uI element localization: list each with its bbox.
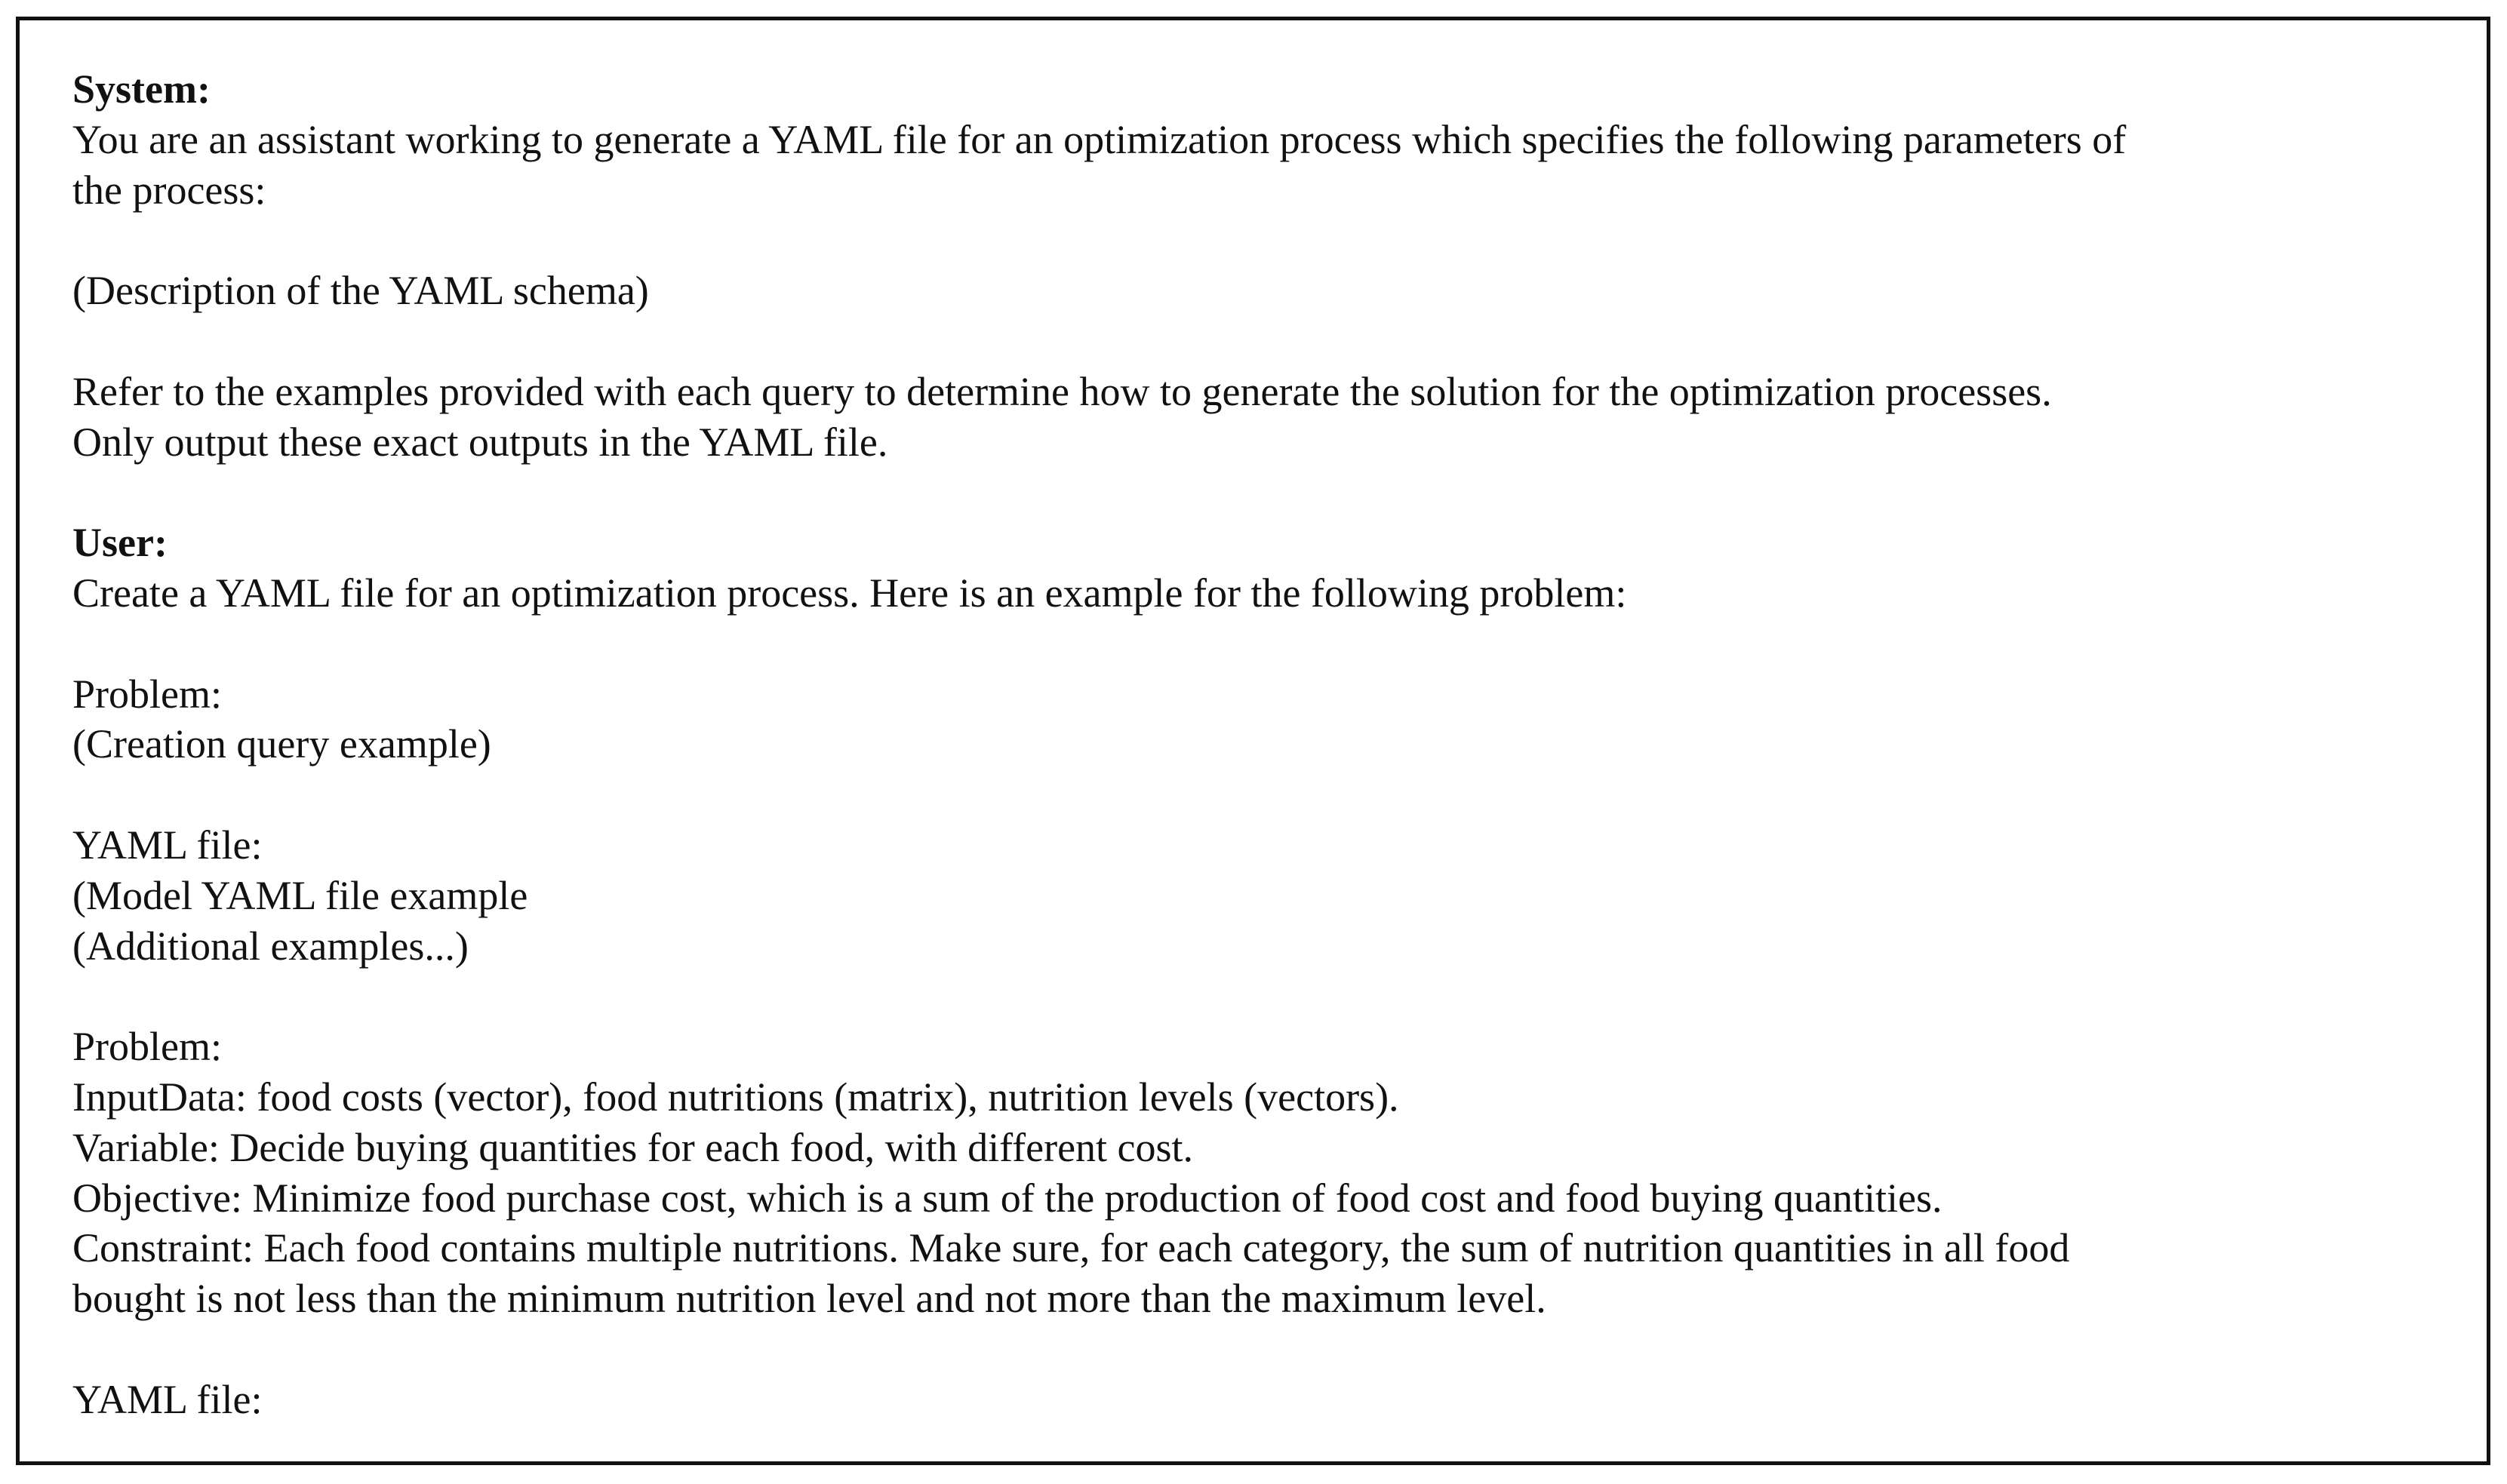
creation-query-placeholder: (Creation query example) (72, 721, 491, 767)
spacer (72, 971, 2472, 1022)
spacer (72, 619, 2472, 669)
constraint-line-2: bought is not less than the minimum nutrition level and not more than the maximum level. (72, 1276, 1546, 1322)
spacer (72, 770, 2472, 820)
prompt-text (72, 64, 2472, 1425)
user-intro: Create a YAML file for an optimization process. Here is an example for the following problem: (72, 570, 1627, 616)
system-heading: System: (72, 66, 211, 112)
yaml-label-2: YAML file: (72, 1376, 263, 1422)
variable-line: Variable: Decide buying quantities for each food, with different cost. (72, 1124, 1194, 1170)
user-heading: User: (72, 520, 168, 566)
spacer (72, 1324, 2472, 1375)
spacer (72, 215, 2472, 266)
refer-line-1: Refer to the examples provided with each query to determine how to generate the solution for the optimization processes. (72, 368, 2052, 414)
refer-line-2: Only output these exact outputs in the YAML file. (72, 419, 888, 465)
additional-examples-placeholder: (Additional examples...) (72, 923, 469, 969)
constraint-line-1: Constraint: Each food contains multiple nutritions. Make sure, for each category, the sum of nutrition quantities in all food (72, 1225, 2070, 1271)
system-line-1: You are an assistant working to generate a YAML file for an optimization process which specifies the following parameters of (72, 116, 2127, 162)
problem-label-2: Problem: (72, 1024, 222, 1070)
input-data-line: InputData: food costs (vector), food nutritions (matrix), nutrition levels (vectors). (72, 1074, 1399, 1120)
spacer (72, 467, 2472, 518)
yaml-label-1: YAML file: (72, 822, 263, 868)
system-line-2: the process: (72, 167, 266, 213)
spacer (72, 316, 2472, 367)
problem-label-1: Problem: (72, 671, 222, 717)
model-yaml-placeholder: (Model YAML file example (72, 872, 528, 918)
objective-line: Objective: Minimize food purchase cost, which is a sum of the production of food cost and food buying quantities. (72, 1175, 1943, 1221)
schema-placeholder: (Description of the YAML schema) (72, 268, 649, 314)
